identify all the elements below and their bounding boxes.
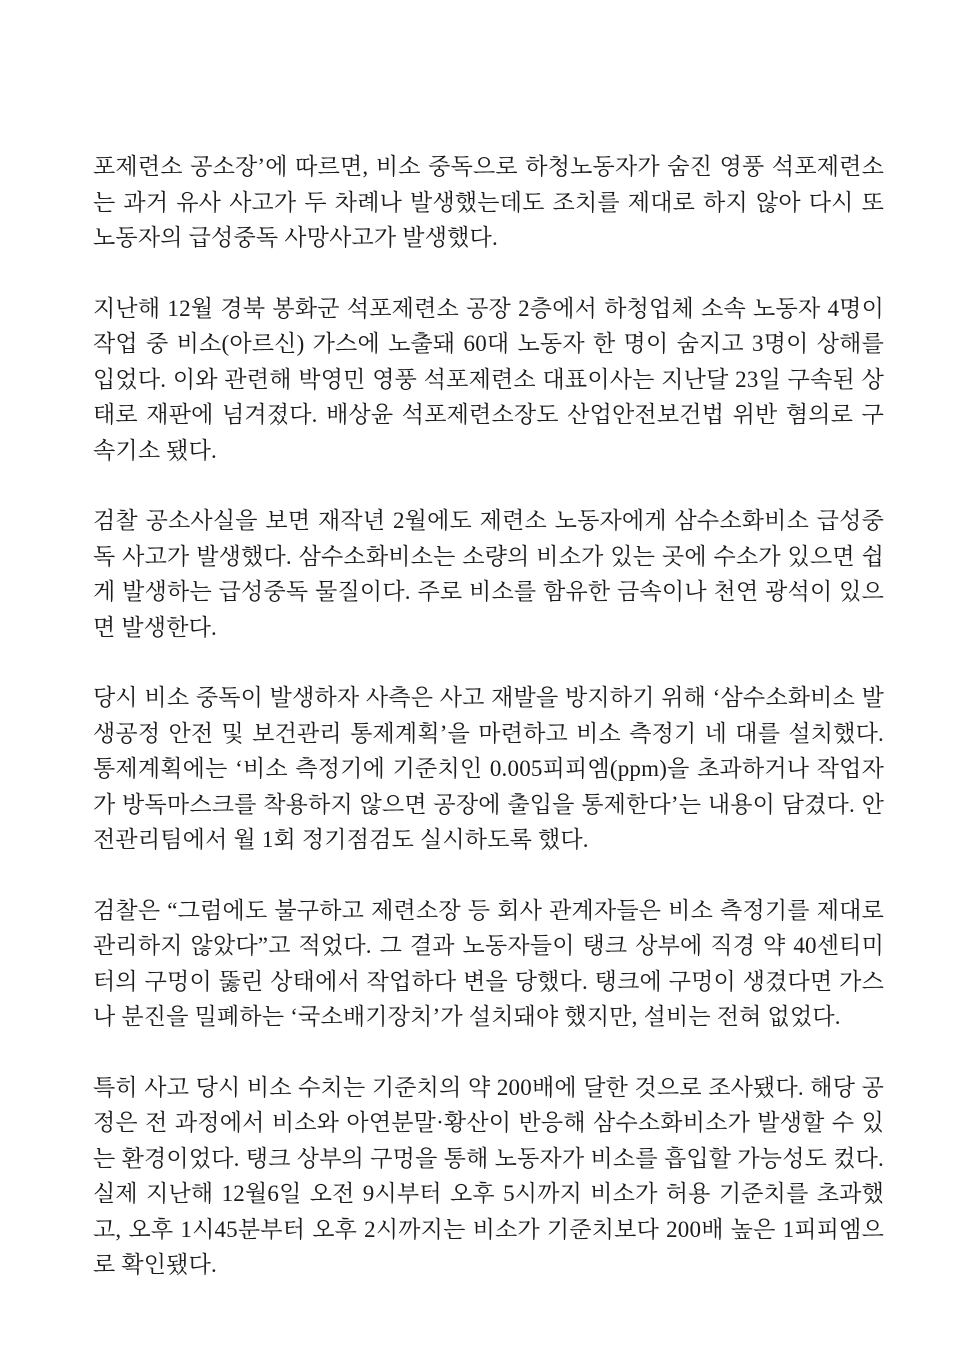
article-paragraph-4: 당시 비소 중독이 발생하자 사측은 사고 재발을 방지하기 위해 ‘삼수소화비소 발생공정 안전 및 보건관리 통제계획’을 마련하고 비소 측정기 네 대를 설치했다. 통제계획에는 ‘비소 측정기에 기준치인 0.005피피엠(ppm)을 초과하거나 작업자가 방독마스크를 착용하지 않으면 공장에 출입을 통제한다’는 내용이 담겼다. 안전관리팀에서 월 1회 정기점검도 실시하도록 했다. [93,685,884,852]
article-paragraph-6: 특히 사고 당시 비소 수치는 기준치의 약 200배에 달한 것으로 조사됐다. 해당 공정은 전 과정에서 비소와 아연분말·황산이 반응해 삼수소화비소가 발생할 수 있는 환경이었다. 탱크 상부의 구멍을 통해 노동자가 비소를 흡입할 가능성도 컸다. 실제 지난해 12월6일 오전 9시부터 오후 5시까지 비소가 허용 기준치를 초과했고, 오후 1시45분부터 오후 2시까지는 비소가 기준치보다 200배 높은 1피피엠으로 확인됐다. [93,1074,884,1277]
article-paragraph-5: 검찰은 “그럼에도 불구하고 제련소장 등 회사 관계자들은 비소 측정기를 제대로 관리하지 않았다”고 적었다. 그 결과 노동자들이 탱크 상부에 직경 약 40센티미터의 구멍이 뚫린 상태에서 작업하다 변을 당했다. 탱크에 구멍이 생겼다면 가스나 분진을 밀폐하는 ‘국소배기장치’가 설치돼야 했지만, 설비는 전혀 없었다. [93,897,884,1029]
article-paragraph-2: 지난해 12월 경북 봉화군 석포제련소 공장 2층에서 하청업체 소속 노동자 4명이 작업 중 비소(아르신) 가스에 노출돼 60대 노동자 한 명이 숨지고 3명이 상해를 입었다. 이와 관련해 박영민 영풍 석포제련소 대표이사는 지난달 23일 구속된 상태로 재판에 넘겨졌다. 배상윤 석포제련소장도 산업안전보건법 위반 혐의로 구속기소 됐다. [93,295,884,463]
article-body [93,149,884,1283]
article-paragraph-1: 포제련소 공소장’에 따르면, 비소 중독으로 하청노동자가 숨진 영풍 석포제련소는 과거 유사 사고가 두 차례나 발생했는데도 조치를 제대로 하지 않아 다시 또 노동자의 급성중독 사망사고가 발생했다. [93,154,884,250]
article-paragraph-3: 검찰 공소사실을 보면 재작년 2월에도 제련소 노동자에게 삼수소화비소 급성중독 사고가 발생했다. 삼수소화비소는 소량의 비소가 있는 곳에 수소가 있으면 쉽게 발생하는 급성중독 물질이다. 주로 비소를 함유한 금속이나 천연 광석이 있으면 발생한다. [93,508,884,640]
